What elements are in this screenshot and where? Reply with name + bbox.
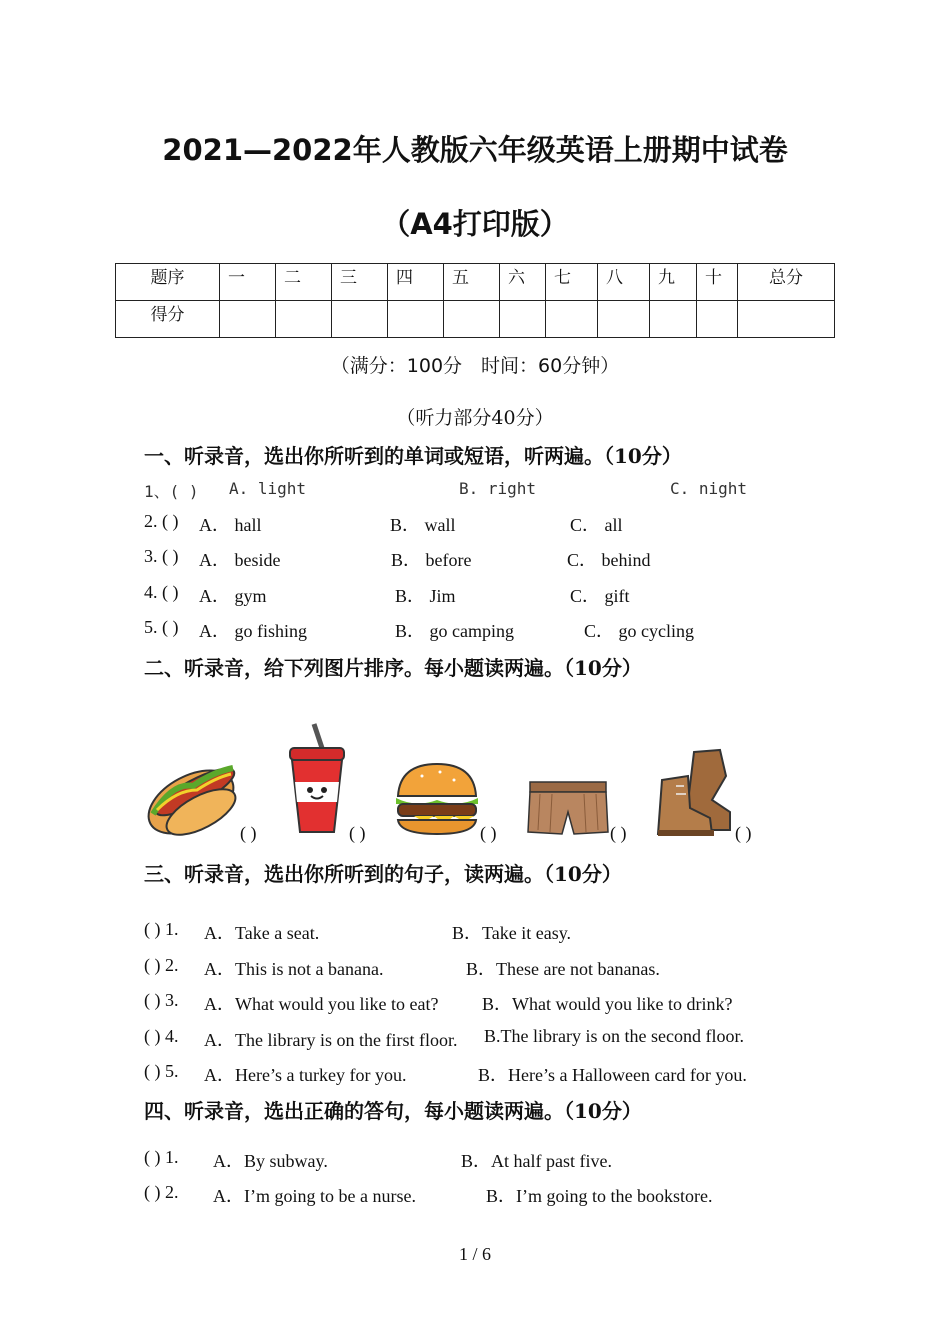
question-number: ( ) 2. [144,955,179,975]
option-a: A．This is not a banana. [204,959,384,979]
hot-dog-picture [143,752,241,838]
table-cell: 七 [546,264,598,301]
option-b: B.The library is on the second floor. [484,1026,744,1046]
table-cell: 十 [697,264,738,301]
table-cell: 一 [220,264,276,301]
table-cell: 九 [650,264,697,301]
shorts-picture [526,780,610,838]
question-number: ( ) 3. [144,990,179,1010]
answer-blank[interactable]: ( ) [610,823,627,843]
table-cell: 总分 [738,264,835,301]
option-a: A．Take a seat. [204,923,320,943]
option-b: B． before [391,550,472,570]
page-number: 1 / 6 [458,1244,491,1264]
table-cell: 二 [276,264,332,301]
hamburger-picture [394,762,480,838]
title-line-2: （A4打印版） [381,207,569,241]
title-line-1: 2021—2022年人教版六年级英语上册期中试卷 [162,133,788,167]
option-c: C． go cycling [584,621,694,641]
option-a: A．What would you like to eat? [204,994,439,1014]
option-a: A．I’m going to be a nurse. [213,1186,416,1206]
table-cell: 三 [332,264,388,301]
question-number: ( ) 5. [144,1061,179,1081]
option-b: B．At half past five. [461,1151,612,1171]
option-b: B．Take it easy. [452,923,572,943]
question-number: ( ) 4. [144,1026,179,1046]
option-a: A． hall [199,515,262,535]
option-c: C． behind [567,550,651,570]
score-table-header-row [116,264,835,301]
table-cell: 八 [598,264,650,301]
score-cell[interactable] [500,301,546,338]
option-b: B．What would you like to drink? [482,994,733,1014]
listening-part-label: （听力部分40分） [396,407,554,429]
option-a: A．Here’s a turkey for you. [204,1065,407,1085]
score-cell[interactable] [598,301,650,338]
answer-blank[interactable]: ( ) [480,823,497,843]
option-c: C． gift [570,586,630,606]
option-b: B． wall [390,515,456,535]
answer-blank[interactable]: ( ) [240,823,257,843]
answer-blank[interactable]: ( ) [735,823,752,843]
answer-blank[interactable]: ( ) [349,823,366,843]
option-c: C． all [570,515,623,535]
option-a: A. light [229,479,307,498]
option-b: B． go camping [395,621,514,641]
question-number: ( ) 1. [144,919,179,939]
score-cell[interactable] [276,301,332,338]
score-cell[interactable] [388,301,444,338]
score-cell[interactable] [444,301,500,338]
option-c: C. night [670,479,748,498]
table-cell: 题序 [116,264,220,301]
option-b: B．These are not bananas. [466,959,660,979]
score-cell[interactable] [332,301,388,338]
table-cell: 四 [388,264,444,301]
section-4-heading: 四、听录音，选出正确的答句，每小题读两遍。（10分） [144,1099,642,1123]
option-b: B．Here’s a Halloween card for you. [478,1065,747,1085]
score-cell[interactable] [738,301,835,338]
exam-meta: （满分：100分 时间：60分钟） [330,355,620,377]
section-3-heading: 三、听录音，选出你所听到的句子，读两遍。（10分） [144,862,622,886]
question-number: 3. ( ) [144,546,179,566]
score-cell[interactable] [220,301,276,338]
option-a: A． beside [199,550,281,570]
section-1-heading: 一、听录音，选出你所听到的单词或短语，听两遍。（10分） [144,444,682,468]
option-a: A． gym [199,586,267,606]
score-cell[interactable] [546,301,598,338]
question-number: 1、( ) [144,482,199,501]
table-cell: 六 [500,264,546,301]
section-2-heading: 二、听录音，给下列图片排序。每小题读两遍。（10分） [144,656,642,680]
option-b: B. right [459,479,537,498]
table-cell: 得分 [116,301,220,338]
score-cell[interactable] [650,301,697,338]
option-b: B．I’m going to the bookstore. [486,1186,713,1206]
cola-cup-picture [284,720,350,838]
table-cell: 五 [444,264,500,301]
question-number: 2. ( ) [144,511,179,531]
score-table [115,263,835,338]
score-cell[interactable] [697,301,738,338]
option-a: A．By subway. [213,1151,328,1171]
question-number: ( ) 1. [144,1147,179,1167]
option-a: A．The library is on the first floor. [204,1030,458,1050]
option-a: A． go fishing [199,621,307,641]
question-number: 5. ( ) [144,617,179,637]
question-number: ( ) 2. [144,1182,179,1202]
boots-picture [654,746,734,838]
question-number: 4. ( ) [144,582,179,602]
option-b: B． Jim [395,586,456,606]
score-table-score-row [116,301,835,338]
